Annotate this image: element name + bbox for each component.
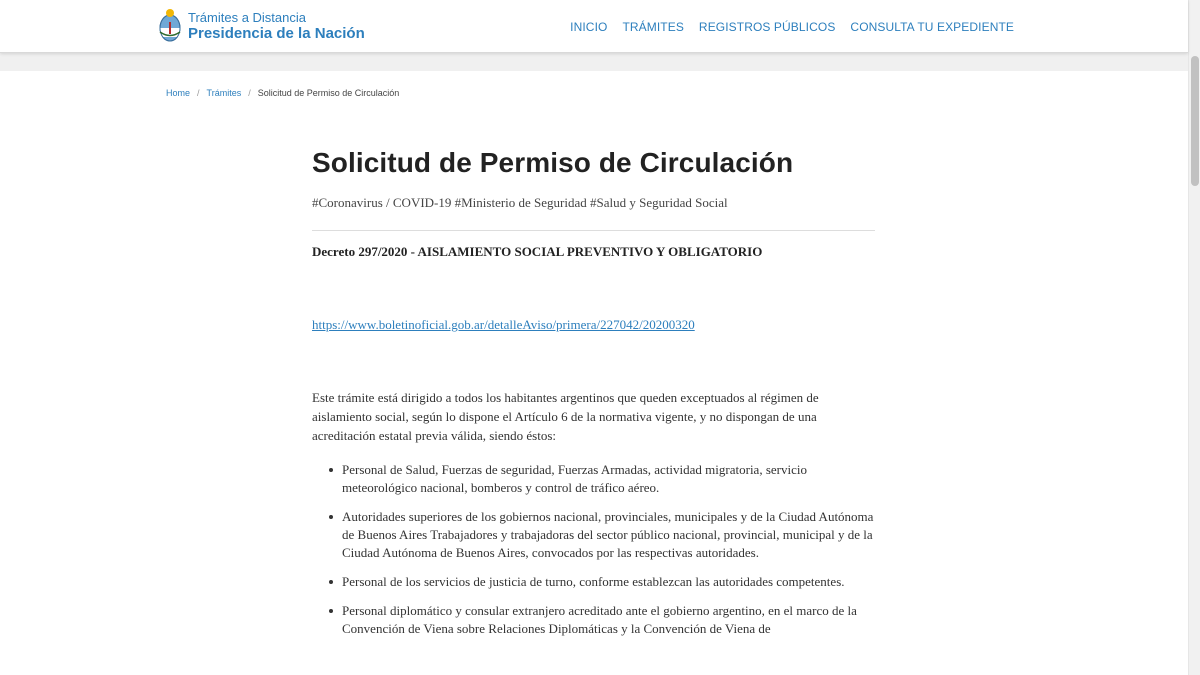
breadcrumb-tramites[interactable]: Trámites — [206, 88, 242, 98]
nav-consulta-expediente[interactable]: CONSULTA TU EXPEDIENTE — [850, 19, 1014, 34]
divider — [312, 230, 875, 231]
national-seal-icon — [158, 8, 182, 44]
decreto-heading: Decreto 297/2020 - AISLAMIENTO SOCIAL PREVENTIVO Y OBLIGATORIO — [312, 244, 763, 259]
main-nav — [570, 0, 1014, 53]
top-header — [0, 0, 1188, 53]
page-scrollbar[interactable] — [1188, 0, 1200, 675]
breadcrumb-home[interactable]: Home — [166, 88, 191, 98]
boletin-oficial-link[interactable]: https://www.boletinoficial.gob.ar/detalleAviso/primera/227042/20200320 — [312, 317, 695, 332]
page-title: Solicitud de Permiso de Circulación — [312, 147, 794, 178]
breadcrumb-current: Solicitud de Permiso de Circulación — [257, 88, 400, 98]
nav-tramites[interactable]: TRÁMITES — [622, 19, 684, 34]
scrollbar-thumb[interactable] — [1191, 56, 1199, 186]
list-item: Personal diplomático y consular extranjero acreditado ante el gobierno argentino, en el marco de la Convención de Viena sobre Relaciones Diplomáticas y la Convención de Viena de — [312, 602, 875, 638]
breadcrumb-separator: / — [197, 88, 200, 98]
brand-subtitle: Trámites a Distancia — [188, 10, 306, 25]
brand-logo-link[interactable] — [158, 8, 365, 44]
main-content — [312, 144, 875, 649]
page-tags: #Coronavirus / COVID-19 #Ministerio de Seguridad #Salud y Seguridad Social — [312, 195, 728, 210]
exceptions-list — [312, 461, 875, 638]
list-item: Autoridades superiores de los gobiernos nacional, provinciales, municipales y de la Ciudad Autónoma de Buenos Aires Trabajadores y trabajadoras del sector público nacional, provincial, municipal y de la Ciudad Autónoma de Buenos Aires, convocados por las respectivas autoridades. — [312, 508, 875, 562]
breadcrumb — [166, 88, 399, 98]
header-band — [0, 53, 1188, 71]
breadcrumb-separator: / — [248, 88, 251, 98]
nav-registros-publicos[interactable]: REGISTROS PÚBLICOS — [698, 19, 836, 34]
list-item: Personal de los servicios de justicia de turno, conforme establezcan las autoridades competentes. — [312, 573, 875, 591]
nav-inicio[interactable]: INICIO — [570, 19, 608, 34]
brand-title: Presidencia de la Nación — [188, 25, 365, 42]
intro-paragraph: Este trámite está dirigido a todos los habitantes argentinos que queden exceptuados al régimen de aislamiento social, según lo dispone el Artículo 6 de la normativa vigente, y no dispongan de una acreditación estatal previa válida, siendo éstos: — [312, 390, 819, 443]
list-item: Personal de Salud, Fuerzas de seguridad, Fuerzas Armadas, actividad migratoria, servicio meteorológico nacional, bomberos y control de tráfico aéreo. — [312, 461, 875, 497]
